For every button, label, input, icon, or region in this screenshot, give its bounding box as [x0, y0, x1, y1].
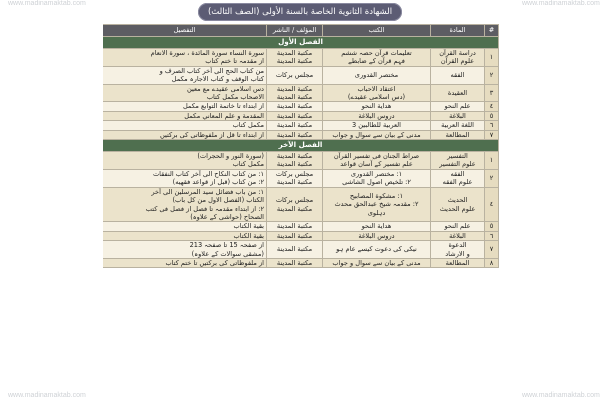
cell-author: مجلس برکات مكتبة المدينة: [267, 187, 323, 222]
cell-num: ٥: [485, 111, 499, 120]
cell-subject: الفقه علوم الفقه: [431, 169, 485, 187]
section-title: الفصل الآخر: [103, 140, 499, 152]
watermark: www.madinamaktab.com: [8, 0, 86, 7]
table-row: [103, 152, 499, 170]
col-header-num: #: [485, 25, 499, 37]
cell-details: مکمل کتاب: [103, 121, 267, 130]
cell-author: مكتبة المدينة مكتبة المدينة: [267, 49, 323, 67]
cell-subject: التفسير علوم التفسير: [431, 152, 485, 170]
cell-details: المقدمة و علم المعاني مکمل: [103, 111, 267, 120]
cell-author: مكتبة المدينة: [267, 241, 323, 259]
table-row: [103, 130, 499, 139]
section-header: [103, 140, 499, 152]
cell-book: هداية النحو: [323, 222, 431, 231]
cell-book: ١: مختصر القدوری ٢: تلخیص اصول الشاشی: [323, 169, 431, 187]
col-header-author: المؤلف / الناشر: [267, 25, 323, 37]
cell-details: سورة النساء سورة المائدة ، سورة الانعام از مقدمہ تا ختم کتاب: [103, 49, 267, 67]
section-title: الفصل الأول: [103, 37, 499, 49]
cell-author: مكتبة المدينة مكتبة المدينة: [267, 84, 323, 102]
cell-num: ٤: [485, 102, 499, 111]
cell-details: (سورة النور و الحجرات) مکمل کتاب: [103, 152, 267, 170]
cell-subject: الدعوة و الارشاد: [431, 241, 485, 259]
table-row: [103, 102, 499, 111]
watermark: www.madinamaktab.com: [522, 0, 600, 7]
cell-subject: البلاغة: [431, 231, 485, 240]
cell-details: از صفحہ 15 تا صفحہ 213 (مشقی سوالات کے علاوہ): [103, 241, 267, 259]
cell-subject: البلاغة: [431, 111, 485, 120]
section-header: [103, 37, 499, 49]
cell-subject: الفقه: [431, 66, 485, 84]
cell-subject: الحديث علوم الحديث: [431, 187, 485, 222]
table-row: [103, 258, 499, 267]
table-row: [103, 241, 499, 259]
table-body: [103, 37, 499, 268]
cell-details: بقية الكتاب: [103, 222, 267, 231]
syllabus-table: [103, 24, 499, 268]
table-row: [103, 231, 499, 240]
cell-num: ۱: [485, 49, 499, 67]
cell-book: دروس البلاغة: [323, 111, 431, 120]
syllabus-sheet: [103, 24, 499, 398]
cell-author: مجلس برکات مكتبة المدينة: [267, 169, 323, 187]
cell-num: ۲: [485, 66, 499, 84]
cell-details: من کتاب الحج الی آخر کتاب الصرف و کتاب الوقف و کتاب الاجارہ مکمل: [103, 66, 267, 84]
cell-author: مجلس برکات: [267, 66, 323, 84]
cell-details: از ابتداء تا خاتمة التوابع مکمل: [103, 102, 267, 111]
cell-subject: دراسة القرآن علوم القرآن: [431, 49, 485, 67]
cell-subject: المطالعة: [431, 130, 485, 139]
cell-author: مكتبة المدينة: [267, 121, 323, 130]
cell-num: ٦: [485, 121, 499, 130]
cell-details: بقية الكتاب: [103, 231, 267, 240]
cell-author: مكتبة المدينة: [267, 102, 323, 111]
cell-details: ١: من کتاب النکاح الی آخر کتاب النفقات ٢: من کتاب (قبل از قواعد فقهیه): [103, 169, 267, 187]
table-row: [103, 111, 499, 120]
cell-book: تعلیمات قرآن حصہ ششم فہم قرآن کے ضابطے: [323, 49, 431, 67]
cell-author: مكتبة المدينة: [267, 111, 323, 120]
cell-subject: علم النحو: [431, 222, 485, 231]
cell-num: ۷: [485, 130, 499, 139]
cell-num: ۱: [485, 152, 499, 170]
cell-subject: علم النحو: [431, 102, 485, 111]
cell-details: از ابتداء تا قل از ملفوظاتی کی برکتیں: [103, 130, 267, 139]
table-row: [103, 121, 499, 130]
cell-book: نیکی کی دعوت کیسے عام ہو: [323, 241, 431, 259]
cell-author: مكتبة المدينة: [267, 222, 323, 231]
table-row: [103, 187, 499, 222]
cell-details: ١: من باب فضائل سید المرسلین الی آخر الکتاب (الفصل الاول من کل باب) ٢: از ابتداء مقدمہ تا فصل از فصل فی کتب الصحاح (حواشی کے علاوہ): [103, 187, 267, 222]
cell-num: ۳: [485, 84, 499, 102]
cell-book: العربية للطالبين 3: [323, 121, 431, 130]
cell-book: ١: مشکوة المصابیح ٢: مقدمہ شیخ عبدالحق محدث دہلوی: [323, 187, 431, 222]
cell-book: هداية النحو: [323, 102, 431, 111]
col-header-book: الكتب: [323, 25, 431, 37]
cell-num: ۸: [485, 258, 499, 267]
col-header-subject: المادة: [431, 25, 485, 37]
cell-num: ٦: [485, 231, 499, 240]
header-row: [103, 25, 499, 37]
cell-book: مدنی کے بیان سے سوال و جواب: [323, 258, 431, 267]
cell-author: مكتبة المدينة: [267, 258, 323, 267]
page-title: الشهادة الثانوية الخاصة بالسنة الأولى (الصف الثالث): [198, 3, 402, 21]
cell-details: دس اسلامی عقیدے مع معین الاصحاب مکمل کتاب: [103, 84, 267, 102]
cell-subject: المطالعة: [431, 258, 485, 267]
table-row: [103, 84, 499, 102]
cell-num: ۷: [485, 241, 499, 259]
cell-details: از ملفوظاتی کی برکتیں تا ختم کتاب: [103, 258, 267, 267]
cell-book: مختصر القدوری: [323, 66, 431, 84]
cell-book: اعتقاد الاحباب (دس اسلامی عقیدے): [323, 84, 431, 102]
table-row: [103, 169, 499, 187]
cell-book: مدنی کے بیان سے سوال و جواب: [323, 130, 431, 139]
watermark: www.madinamaktab.com: [522, 392, 600, 399]
table-row: [103, 49, 499, 67]
cell-num: ٥: [485, 222, 499, 231]
cell-subject: العقيدة: [431, 84, 485, 102]
cell-author: مكتبة المدينة مكتبة المدينة: [267, 152, 323, 170]
cell-subject: اللغة العربية: [431, 121, 485, 130]
cell-num: ٤: [485, 187, 499, 222]
table-row: [103, 66, 499, 84]
col-header-details: التفصيل: [103, 25, 267, 37]
cell-book: دروس البلاغة: [323, 231, 431, 240]
watermark: www.madinamaktab.com: [8, 392, 86, 399]
cell-author: مكتبة المدينة: [267, 130, 323, 139]
table-row: [103, 222, 499, 231]
cell-book: صراط الجنان فی تفسیر القرآن علم تفسیر کے آسان قواعد: [323, 152, 431, 170]
cell-num: ۲: [485, 169, 499, 187]
cell-author: مكتبة المدينة: [267, 231, 323, 240]
